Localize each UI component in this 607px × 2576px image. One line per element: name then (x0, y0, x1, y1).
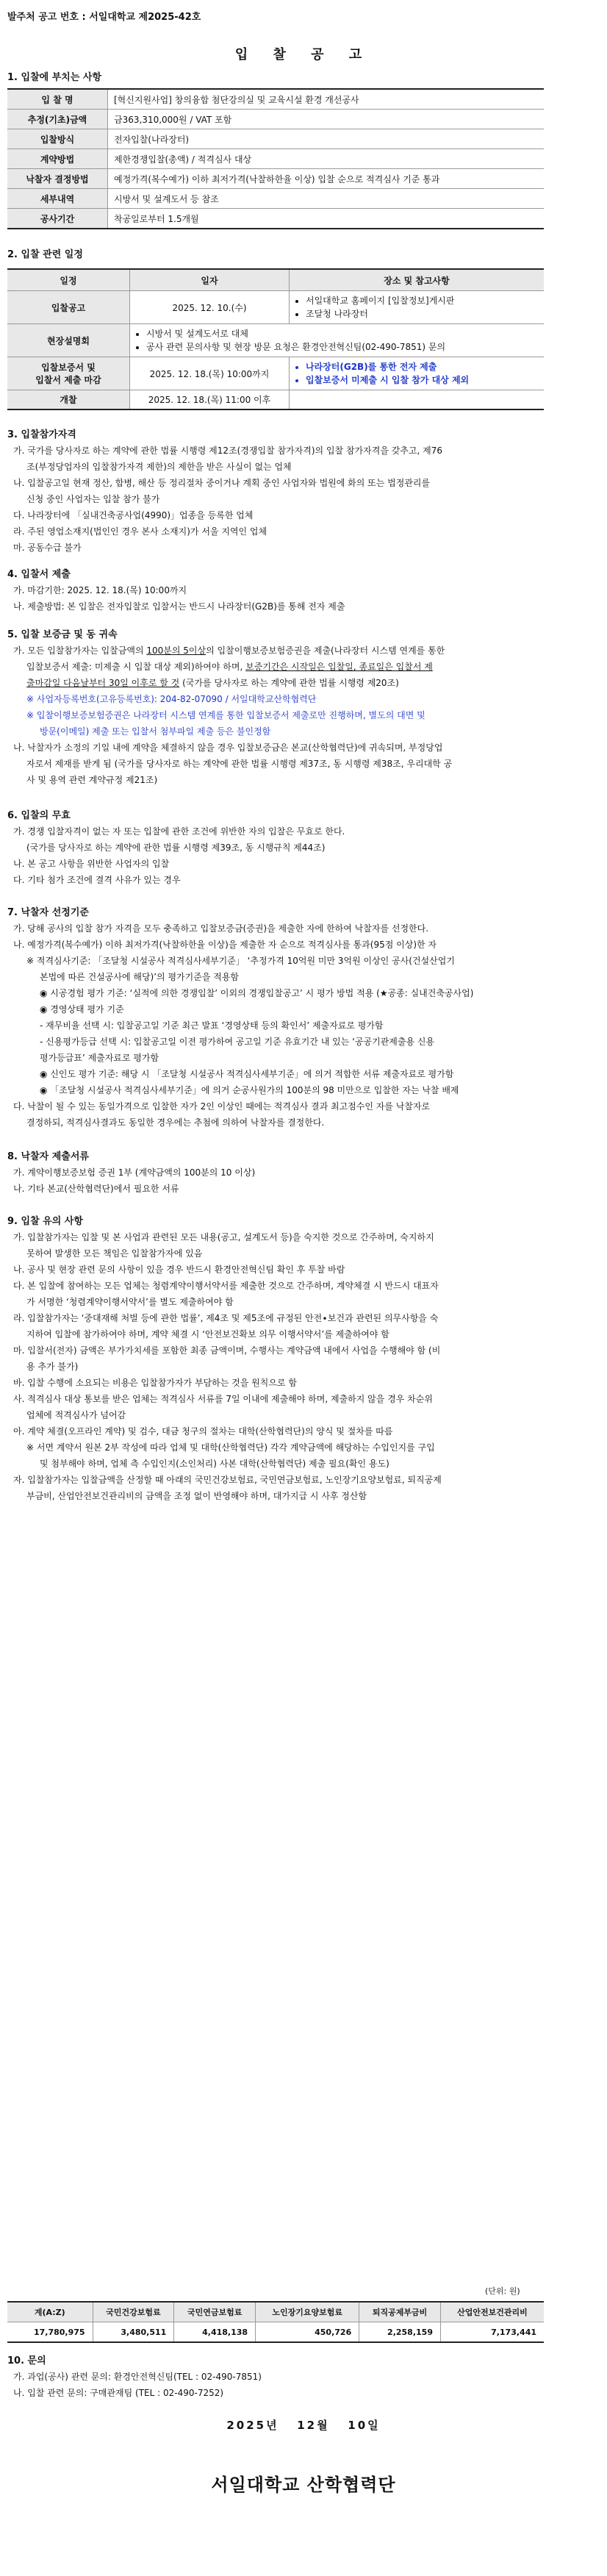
column-header: 일자 (130, 269, 290, 291)
para-line: 다. 나라장터에 「실내건축공사업(4990)」업종을 등록한 업체 (13, 510, 254, 520)
row-label: 추정(기초)금액 (7, 110, 108, 129)
column-header: 계(A:Z) (7, 2302, 93, 2322)
table-row (7, 110, 544, 129)
para-line: 지하여 입찰에 참가하여야 하며, 계약 체결 시 ‘안전보건확보 의무 이행서약서’를 제출하여야 함 (26, 1329, 389, 1339)
para-line: 가. 계약이행보증보험 증권 1부 (계약금액의 100분의 10 이상) (13, 1167, 256, 1178)
column-header: 국민건강보험료 (93, 2302, 174, 2322)
note-item: • 나라장터(G2B)를 통한 전자 제출 (306, 360, 538, 373)
row-value: 전자입찰(나라장터) (108, 129, 545, 149)
note-item: • 공사 관련 문의사항 및 현장 방문 요청은 환경안전혁신팀(02-490-7851) 문의 (146, 340, 538, 354)
table-cell: 7,173,441 (491, 2327, 536, 2337)
row-label (7, 357, 130, 390)
para-line (13, 643, 535, 659)
underlined-text: 보증기간은 시작일은 입찰일, 종료일은 입찰서 제 (245, 662, 433, 672)
para-line: - 재무비율 선택 시: 입찰공고일 기준 최근 발표 ‘경영상태 등의 확인서’ 제출자료로 평가함 (40, 1020, 384, 1031)
table-row (7, 149, 544, 169)
column-header: 국민연금보험료 (174, 2302, 256, 2322)
text-span: 의 입찰이행보증보험증권을 제출(나라장터 시스템 연계를 통한 (206, 645, 445, 656)
para-line (13, 659, 535, 675)
para-line: ※ 적격심사기준: 「조달청 시설공사 적격심사세부기준」 ‘추정가격 10억원 미만 3억원 이상인 공사(건설산업기 (26, 956, 455, 966)
row-label: 현장설명회 (7, 324, 130, 357)
row-label: 개찰 (7, 390, 130, 410)
table-cell: 4,418,138 (174, 2322, 256, 2343)
para-line: 다. 기타 첨가 조건에 결격 사유가 있는 경우 (13, 875, 181, 885)
para-line: 마. 입찰서(전자) 금액은 부가가치세를 포함한 최종 금액이며, 수행사는 계약금액 내에서 사업을 수행해야 함 (비 (13, 1345, 441, 1356)
insurance-cost-table (7, 2301, 544, 2343)
row-notes (290, 357, 545, 390)
submission-text (13, 582, 535, 615)
eligibility-text (13, 443, 535, 556)
para-line: ◉ 신인도 평가 기준: 해당 시 「조달청 시설공사 적격심사세부기준」에 의거 적합한 서류 제출자료로 평가함 (40, 1069, 454, 1079)
para-line: 나. 공사 및 현장 관련 문의 사항이 있을 경우 반드시 환경안전혁신팀 확인 후 투찰 바람 (13, 1264, 345, 1275)
section-9-heading: 9. 입찰 유의 사항 (7, 1216, 83, 1227)
table-row (7, 129, 544, 149)
para-line: 사. 적격심사 대상 통보를 받은 업체는 적격심사 서류를 7일 이내에 제출해야 하며, 제출하지 않을 경우 차순위 (13, 1394, 433, 1404)
row-notes (290, 390, 545, 410)
row-date: 2025. 12. 18.(목) 10:00까지 (130, 357, 290, 390)
para-line: 가. 마감기한: 2025. 12. 18.(목) 10:00까지 (13, 585, 187, 595)
table-row (7, 357, 544, 390)
text-span: 가. 모든 입찰참가자는 입찰금액의 (13, 645, 144, 656)
para-line: 가. 과업(공사) 관련 문의: 환경안전혁신팀(TEL : 02-490-7851) (13, 2372, 262, 2382)
row-date: 2025. 12. 18.(목) 11:00 이후 (130, 390, 290, 410)
note-item: • 시방서 및 설계도서로 대체 (146, 327, 538, 340)
text-span: 입찰보증서 제출: 미제출 시 입찰 대상 제외)하여야 하며, (26, 662, 243, 672)
para-line: 나. 본 공고 사항을 위반한 사업자의 입찰 (13, 859, 170, 869)
para-line: ◉ 시공경험 평가 기준: ‘실적에 의한 경쟁입찰’ 이외의 경쟁입찰공고’ 시 평가 방법 적용 (★공종: 실내건축공사업) (40, 988, 474, 998)
para-line: 본법에 따른 건설공사에 해당)’의 평가기준을 적용함 (40, 972, 240, 982)
schedule-table (7, 268, 544, 410)
para-line: 업체에 적격심사가 넘어감 (26, 1410, 126, 1420)
para-line: ◉ 「조달청 시설공사 적격심사세부기준」에 의거 순공사원가의 100분의 98 미만으로 입찰한 자는 낙찰 배제 (40, 1085, 459, 1095)
column-header: 퇴직공제부금비 (359, 2302, 441, 2322)
section-5-heading: 5. 입찰 보증금 및 동 귀속 (7, 629, 118, 640)
table-row (7, 390, 544, 410)
para-line: 조(부정당업자의 입찰참가자격 제한)의 제한을 받은 사실이 없는 업체 (26, 462, 292, 472)
table-row (7, 291, 544, 324)
column-header: 노인장기요양보험료 (256, 2302, 359, 2322)
para-line: 자. 입찰참가자는 입찰금액을 산정할 때 아래의 국민건강보험료, 국민연금보험료, 노인장기요양보험료, 퇴직공제 (13, 1475, 442, 1485)
underlined-text: 100분의 5이상 (146, 645, 206, 656)
para-line: 방문(이메일) 제출 또는 입찰서 첨부파일 제출 등은 불인정함 (40, 726, 271, 737)
para-line: 못하여 발생한 모든 책임은 입찰참가자에 있음 (26, 1248, 203, 1259)
para-line: 나. 제출방법: 본 입찰은 전자입찰로 입찰서는 반드시 나라장터(G2B)를 통해 전자 제출 (13, 601, 345, 612)
para-line: 결정하되, 적격심사결과도 동일한 경우에는 추첨에 의하여 낙찰자를 결정한다. (26, 1117, 325, 1128)
issue-date: 2025년 12월 10일 (226, 2419, 381, 2432)
para-line: 사 및 용역 관련 계약규정 제21조) (26, 775, 158, 785)
para-line: 라. 주된 영업소재지(법인인 경우 본사 소재지)가 서울 지역인 업체 (13, 526, 267, 537)
para-line: ◉ 경영상태 평가 기준 (40, 1004, 124, 1015)
para-line: 나. 입찰공고일 현재 정산, 합병, 해산 등 정리절차 중이거나 계획 중인 사업자와 법원에 화의 또는 법정관리를 (13, 478, 431, 488)
table-row (7, 209, 544, 229)
row-label: 세부내역 (7, 189, 108, 209)
row-label: 입 찰 명 (7, 89, 108, 110)
table-row (7, 2322, 544, 2343)
para-line: ※ 사업자등록번호(고유등록번호): 204-82-07090 / 서일대학교산학협력단 (26, 694, 317, 704)
para-line: 라. 입찰참가자는 ‘중대재해 처벌 등에 관한 법률’, 제4조 및 제5조에 규정된 안전∙보건과 관련된 의무사항을 숙 (13, 1313, 439, 1323)
table-row (7, 189, 544, 209)
para-line: ※ 서면 계약서 원본 2부 작성에 따라 업체 및 대학(산학협력단) 각각 계약금액에 해당하는 수입인지를 구입 (26, 1442, 435, 1453)
row-date: 2025. 12. 10.(수) (130, 291, 290, 324)
para-line: 및 첨부해야 하며, 업체 측 수입인지(소인처리) 사본 대학(산학협력단) 제출 필요(확인 용도) (40, 1459, 389, 1469)
para-line: 나. 입찰 관련 문의: 구매관재팀 (TEL : 02-490-7252) (13, 2388, 224, 2398)
row-notes (290, 291, 545, 324)
section-7-heading: 7. 낙찰자 선정기준 (7, 907, 89, 918)
para-line: 신청 중인 사업자는 입찰 참가 불가 (26, 494, 160, 504)
para-line: 나. 예정가격(복수예가) 이하 최저가격(낙찰하한율 이상)을 제출한 자 순으로 적격심사를 통과(95점 이상)한 자 (13, 940, 437, 950)
notice-number: 발주처 공고 번호 : 서일대학교 제2025-42호 (7, 12, 201, 23)
row-value: 예정가격(복수예가) 이하 최저가격(낙찰하한율 이상) 입찰 순으로 적격심사 기준 통과 (108, 169, 545, 189)
row-label: 공사기간 (7, 209, 108, 229)
table-header-row (7, 269, 544, 291)
para-line: 평가등급표’ 제출자료로 평가함 (40, 1053, 159, 1063)
row-label: 입찰방식 (7, 129, 108, 149)
para-line: - 신용평가등급 선택 시: 입찰공고일 이전 평가하여 공고일 기준 유효기간 내 있는 ‘공공기관제출용 신용 (40, 1037, 435, 1047)
table-cell: 17,780,975 (7, 2322, 93, 2343)
section-4-heading: 4. 입찰서 제출 (7, 569, 71, 580)
notes-text (13, 1229, 535, 1504)
note-item: • 입찰보증서 미제출 시 입찰 참가 대상 제외 (306, 373, 538, 387)
table-row (7, 324, 544, 357)
para-line: 다. 낙찰이 될 수 있는 동일가격으로 입찰한 자가 2인 이상인 때에는 적격심사 결과 최고점수인 자를 낙찰자로 (13, 1101, 431, 1112)
winner-docs-text (13, 1164, 535, 1197)
unit-label: (단위: 원) (485, 2286, 520, 2296)
invalid-bid-text (13, 823, 535, 888)
text-span: (국가를 당사자로 하는 계약에 관한 법률 시행령 제20조) (182, 678, 399, 688)
para-line: 가. 입찰참가자는 입찰 및 본 사업과 관련된 모든 내용(공고, 설계도서 등)을 숙지한 것으로 간주하며, 숙지하지 (13, 1232, 434, 1242)
para-line: 부금비, 산업안전보건관리비의 금액을 조정 없이 반영해야 하며, 대가지급 시 사후 정산함 (26, 1491, 367, 1501)
para-line: 아. 계약 체결(오프라인 계약) 및 검수, 대금 청구의 절차는 대학(산학협력단)의 양식 및 절차를 따름 (13, 1426, 393, 1437)
row-label: 계약방법 (7, 149, 108, 169)
para-line: 자로서 제재를 받게 됨 (국가를 당사자로 하는 계약에 관한 법률 시행령 제37조, 동 시행령 제38조, 우리대학 공 (26, 759, 453, 769)
section-3-heading: 3. 입찰참가자격 (7, 429, 76, 440)
row-value: 시방서 및 설계도서 등 참조 (108, 189, 545, 209)
para-line (13, 675, 535, 691)
para-line: 다. 본 입찰에 참여하는 모든 업체는 청렴계약이행서약서를 제출한 것으로 간주하며, 계약체결 시 반드시 대표자 (13, 1281, 439, 1291)
bid-info-table (7, 88, 544, 229)
row-value: 착공일로부터 1.5개월 (108, 209, 545, 229)
row-label: 낙찰자 결정방법 (7, 169, 108, 189)
section-8-heading: 8. 낙찰자 제출서류 (7, 1151, 89, 1162)
organization-name: 서일대학교 산학협력단 (211, 2475, 396, 2495)
para-line: (국가를 당사자로 하는 계약에 관한 법률 시행령 제39조, 동 시행규칙 제44조) (26, 842, 326, 853)
para-line: 가. 경쟁 입찰자격이 없는 자 또는 입찰에 관한 조건에 위반한 자의 입찰은 무효로 한다. (13, 826, 345, 837)
row-label: 입찰공고 (7, 291, 130, 324)
row-label-line: 입찰보증서 및 (41, 362, 96, 373)
para-line: 용 추가 불가) (26, 1362, 79, 1372)
para-line: 바. 입찰 수행에 소요되는 비용은 입찰참가자가 부담하는 것을 원칙으로 함 (13, 1378, 297, 1388)
selection-criteria-text (13, 920, 535, 1131)
row-value: [혁신지원사업] 창의융합 첨단강의실 및 교육시설 환경 개선공사 (108, 89, 545, 110)
page-title: 입 찰 공 고 (234, 47, 373, 62)
section-10-heading: 10. 문의 (7, 2355, 46, 2366)
para-line: 마. 공동수급 불가 (13, 543, 82, 553)
row-value: 금363,310,000원 / VAT 포함 (108, 110, 545, 129)
para-line: ※ 입찰이행보증보험증권은 나라장터 시스템 연계를 통한 입찰보증서 제출로만 진행하며, 별도의 대면 및 (26, 710, 425, 720)
column-header: 산업안전보건관리비 (440, 2302, 544, 2322)
para-line: 나. 기타 본교(산학협력단)에서 필요한 서류 (13, 1184, 179, 1194)
table-cell: 2,258,159 (359, 2322, 441, 2343)
column-header: 일정 (7, 269, 130, 291)
row-label-line: 입찰서 제출 마감 (35, 375, 101, 385)
section-6-heading: 6. 입찰의 무효 (7, 810, 71, 821)
note-item: • 조달청 나라장터 (306, 307, 538, 321)
para-line: 나. 낙찰자가 소정의 기일 내에 계약을 체결하지 않을 경우 입찰보증금은 본교(산학협력단)에 귀속되며, 부정당업 (13, 743, 443, 753)
table-cell: 3,480,511 (93, 2322, 174, 2343)
section-1-heading: 1. 입찰에 부치는 사항 (7, 72, 102, 83)
para-line: 가. 당해 공사의 입찰 참가 자격을 모두 충족하고 입찰보증금(증권)을 제출한 자에 한하여 낙찰자를 선정한다. (13, 923, 429, 934)
contact-text (13, 2369, 535, 2401)
table-row (7, 89, 544, 110)
table-cell: 450,726 (256, 2322, 359, 2343)
bond-text (13, 643, 535, 788)
column-header: 장소 및 참고사항 (290, 269, 545, 291)
table-row (7, 169, 544, 189)
section-2-heading: 2. 입찰 관련 일정 (7, 249, 83, 260)
para-line: 가 서명한 ‘청렴계약이행서약서’를 별도 제출하여야 함 (26, 1297, 234, 1307)
row-value: 제한경쟁입찰(총액) / 적격심사 대상 (108, 149, 545, 169)
para-line: 가. 국가를 당사자로 하는 계약에 관한 법률 시행령 제12조(경쟁입찰 참가자격)의 입찰 참가자격을 갖추고, 제76 (13, 446, 442, 456)
table-header-row (7, 2302, 544, 2322)
note-item: • 서일대학교 홈페이지 [입찰정보]게시판 (306, 294, 538, 307)
row-notes (130, 324, 545, 357)
underlined-text: 출마감일 다음날부터 30일 이후로 할 것 (26, 678, 180, 688)
